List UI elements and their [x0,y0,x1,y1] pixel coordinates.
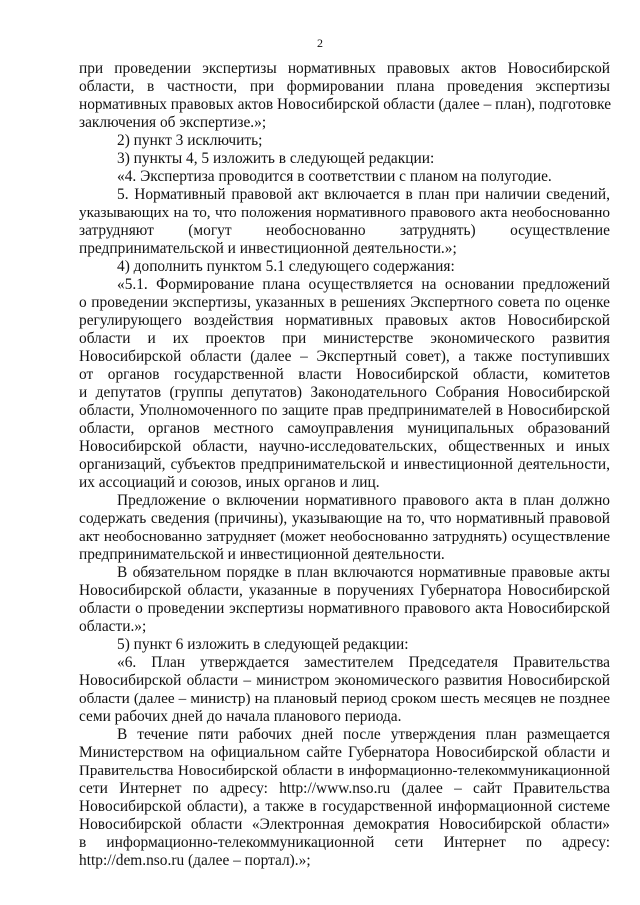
text-line: Министерством на официальном сайте Губернатора Новосибирской области и [79,744,610,761]
text-line: области о проведении экспертизы нормативного правового акта Новосибирской [79,600,610,617]
text-line: 5) пункт 6 изложить в следующей редакции: [117,636,409,653]
text-line: от органов государственной власти Новосибирской области, комитетов [79,366,610,383]
text-line: предпринимательской и инвестиционной деятельности.»; [79,240,457,257]
text-line: Новосибирской области – министром экономического развития Новосибирской [79,672,610,689]
text-line: «4. Экспертиза проводится в соответствии с планом на полугодие. [117,168,552,185]
text-line: области, органов местного самоуправления муниципальных образований [79,420,610,437]
text-line: В обязательном порядке в план включаются нормативные правовые акты [117,564,610,581]
text-line: семи рабочих дней до начала планового периода. [79,708,402,725]
text-line: области, Уполномоченного по защите прав предпринимателей в Новосибирской [79,402,610,419]
text-line: предпринимательской и инвестиционной деятельности. [79,546,445,563]
text-line: Правительства Новосибирской области в информационно-телекоммуникационной [79,763,610,779]
text-line: «5.1. Формирование плана осуществляется на основании предложений [117,276,610,293]
text-line: области, в частности, при формировании плана проведения экспертизы [79,78,610,95]
text-line: сети Интернет по адресу: http://www.nso.ru (далее – сайт Правительства [79,780,610,797]
text-line: 2) пункт 3 исключить; [117,132,263,149]
text-line: области (далее – министр) на плановый период сроком шесть месяцев не позднее [79,690,610,707]
text-line: и депутатов (группы депутатов) Законодательного Собрания Новосибирской [79,384,610,401]
text-line: «6. План утверждается заместителем Председателя Правительства [117,654,610,671]
text-line: 5. Нормативный правовой акт включается в план при наличии сведений, [117,186,610,203]
text-line: Новосибирской области «Электронная демократия Новосибирской области» [79,816,610,833]
text-line: нормативных правовых актов Новосибирской области (далее – план), подготовке [79,96,612,113]
page-number: 2 [317,36,323,50]
text-line: Новосибирской области, указанные в поручениях Губернатора Новосибирской [79,582,610,599]
text-line: их ассоциаций и союзов, иных органов и лиц. [79,474,380,491]
document-body [79,60,610,870]
text-line: Новосибирской области, научно-исследовательских, общественных и иных [79,438,610,455]
text-line: содержать сведения (причины), указывающие на то, что нормативный правовой [79,510,610,527]
text-line: затрудняют (могут необоснованно затруднять) осуществление [79,222,610,239]
text-line: указывающих на то, что положения нормативного правового акта необоснованно [79,204,610,221]
text-line: Новосибирской области (далее – Экспертный совет), а также поступивших [79,348,610,365]
text-line: области и их проектов при министерстве экономического развития [79,330,610,347]
text-line: 3) пункты 4, 5 изложить в следующей редакции: [117,150,435,167]
text-line: http://dem.nso.ru (далее – портал).»; [79,852,311,869]
text-line: заключения об экспертизе.»; [79,114,267,131]
text-line: области.»; [79,618,147,635]
text-line: регулирующего воздействия нормативных правовых актов Новосибирской [79,312,610,329]
text-line: в информационно-телекоммуникационной сети Интернет по адресу: [79,834,610,851]
text-line: 4) дополнить пунктом 5.1 следующего содержания: [117,258,455,275]
text-line: при проведении экспертизы нормативных правовых актов Новосибирской [79,60,610,77]
text-line: Новосибирской области), а также в государственной информационной системе [79,798,610,815]
text-line: акт необоснованно затрудняет (может необоснованно затруднять) осуществление [79,528,610,545]
text-line: Предложение о включении нормативного правового акта в план должно [117,492,610,509]
text-line: о проведении экспертизы, указанных в решениях Экспертного совета по оценке [79,294,610,311]
text-line: В течение пяти рабочих дней после утверждения план размещается [117,726,610,743]
text-line: организаций, субъектов предпринимательской и инвестиционной деятельности, [79,456,610,473]
